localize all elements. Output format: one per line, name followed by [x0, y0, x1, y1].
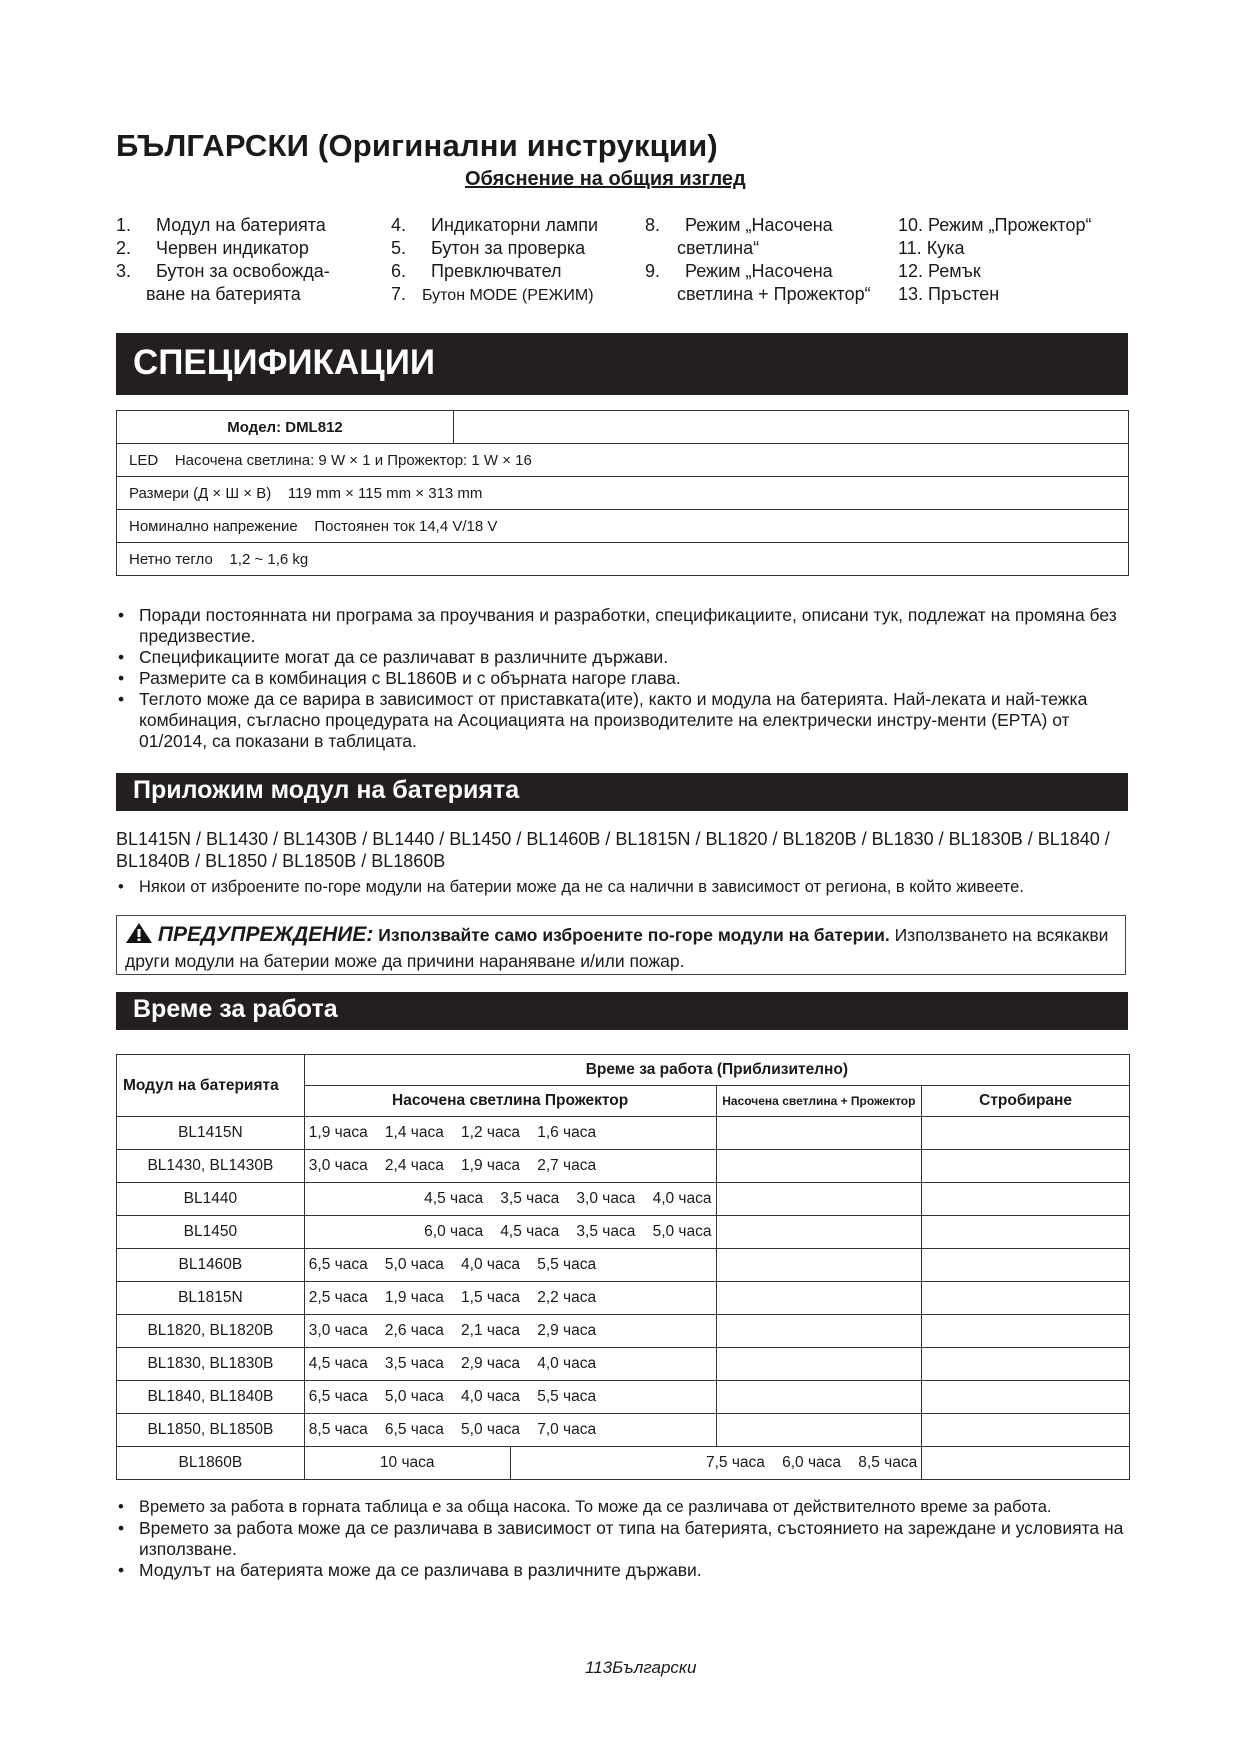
battery-list: BL1415N / BL1430 / BL1430B / BL1440 / BL1450 / BL1460B / BL1815N / BL1820 / BL1820B / BL1830 / BL1830B / BL1840 / BL1840B / BL1850 / BL1850B / BL1860B: [116, 829, 1110, 871]
parts-list-col4: [898, 214, 1091, 306]
table-row: LED Насочена светлина: 9 W × 1 и Прожектор: 1 W × 16: [117, 444, 1129, 477]
table-row: BL1450 6,0 часа 4,5 часа 3,5 часа 5,0 часа: [117, 1216, 1130, 1249]
list-item: • Някои от изброените по-горе модули на батерии може да не са налични в зависимост от региона, в който живеете.: [116, 877, 1126, 898]
battery-notes: [116, 877, 1126, 898]
col-group-header: Време за работа (Приблизително): [304, 1055, 1129, 1086]
list-item: 2. Червен индикатор: [116, 238, 309, 258]
list-item: • Спецификациите могат да се различават в различните държави.: [116, 647, 1126, 668]
table-row: Нетно тегло 1,2 ~ 1,6 kg: [117, 543, 1129, 576]
table-row: Номинално напрежение Постоянен ток 14,4 V/18 V: [117, 510, 1129, 543]
table-row: BL1840, BL1840B 6,5 часа 5,0 часа 4,0 часа 5,5 часа: [117, 1381, 1130, 1414]
parts-list-col3: [645, 214, 871, 306]
list-item: 1. Модул на батерията: [116, 215, 326, 235]
page-title: БЪЛГАРСКИ (Оригинални инструкции): [116, 128, 718, 163]
list-item: 9. Режим „Насочена: [645, 261, 833, 281]
list-item: 4. Индикаторни лампи: [391, 215, 599, 235]
table-row: BL1820, BL1820B 3,0 часа 2,6 часа 2,1 часа 2,9 часа: [117, 1315, 1130, 1348]
warning-label: ПРЕДУПРЕЖДЕНИЕ:: [157, 923, 374, 946]
parts-list-col1: [116, 214, 330, 306]
col-header: Насочена светлина + Прожектор: [716, 1086, 922, 1117]
table-row: BL1415N 1,9 часа 1,4 часа 1,2 часа 1,6 часа: [117, 1117, 1130, 1150]
runtime-table: [116, 1054, 1130, 1480]
table-row: BL1440 4,5 часа 3,5 часа 3,0 часа 4,0 часа: [117, 1183, 1130, 1216]
list-item: • Времето за работа може да се различава в зависимост от типа на батерията, състоянието на зареждане и условията на използване.: [116, 1518, 1126, 1560]
table-row: BL1430, BL1430B 3,0 часа 2,4 часа 1,9 часа 2,7 часа: [117, 1150, 1130, 1183]
table-header-row: [117, 1055, 1130, 1086]
list-item: 6. Превключвател: [391, 261, 562, 281]
col-header: Насочена светлина Прожектор: [304, 1086, 716, 1117]
col-header: Стробиране: [922, 1086, 1130, 1117]
list-item: 10. Режим „Прожектор“: [898, 215, 1092, 235]
list-item: • Теглото може да се варира в зависимост от приставката(ите), както и модула на батерията. Най-леката и най-тежка комбинация, съгласно процедурата на Асоциацията на производителите на електрически инстру-менти (EPTA) от 01/2014, са показани в таблицата.: [116, 689, 1126, 752]
col-battery-header: Модул на батерията: [117, 1055, 305, 1117]
warning-text: Използването на всякакви други модули на батерии може да причини нараняване и/или пожар.: [125, 925, 1109, 971]
warning-triangle-icon: [125, 922, 153, 950]
list-item: 5. Бутон за проверка: [391, 238, 586, 258]
table-row: BL1815N 2,5 часа 1,9 часа 1,5 часа 2,2 часа: [117, 1282, 1130, 1315]
section-subtitle: Обяснение на общия изглед: [465, 168, 746, 190]
table-row: BL1860B 10 часа 7,5 часа 6,0 часа 8,5 часа: [117, 1447, 1130, 1480]
page-number: 113Български: [585, 1658, 697, 1677]
spec-notes: [116, 605, 1126, 752]
runtime-notes: [116, 1497, 1126, 1581]
warning-box: [116, 915, 1126, 975]
list-item: светлина + Прожектор“: [677, 284, 871, 304]
list-item: 11. Кука: [898, 238, 965, 258]
table-row: Модел: DML812: [117, 411, 1129, 444]
list-item: • Времето за работа в горната таблица е за обща насока. То може да се различава от действителното време за работа.: [116, 1497, 1126, 1518]
list-item: светлина“: [677, 238, 760, 258]
list-item: 3. Бутон за освобожда-: [116, 261, 330, 281]
list-item: • Поради постоянната ни програма за проучвания и разработки, спецификациите, описани тук, подлежат на промяна без предизвестие.: [116, 605, 1126, 647]
list-item: 7. Бутон MODE (РЕЖИМ): [391, 284, 594, 304]
table-row: BL1850, BL1850B 8,5 часа 6,5 часа 5,0 часа 7,0 часа: [117, 1414, 1130, 1447]
spec-table: [116, 410, 1129, 576]
table-row: Размери (Д × Ш × В) 119 mm × 115 mm × 313 mm: [117, 477, 1129, 510]
warning-bold-text: Използвайте само изброените по-горе модули на батерии.: [378, 925, 890, 945]
list-item: ване на батерията: [146, 284, 301, 304]
list-item: 8. Режим „Насочена: [645, 215, 833, 235]
specifications-heading: СПЕЦИФИКАЦИИ: [116, 333, 1128, 395]
table-row: BL1460B 6,5 часа 5,0 часа 4,0 часа 5,5 часа: [117, 1249, 1130, 1282]
table-row: BL1830, BL1830B 4,5 часа 3,5 часа 2,9 часа 4,0 часа: [117, 1348, 1130, 1381]
list-item: • Размерите са в комбинация с BL1860B и с обърната нагоре глава.: [116, 668, 1126, 689]
runtime-heading: Време за работа: [116, 992, 1128, 1030]
parts-list-col2: [391, 214, 598, 307]
list-item: 12. Ремък: [898, 261, 981, 281]
list-item: 13. Пръстен: [898, 284, 1000, 304]
list-item: • Модулът на батерията може да се различава в различните държави.: [116, 1560, 1126, 1581]
battery-heading: Приложим модул на батерията: [116, 773, 1128, 811]
